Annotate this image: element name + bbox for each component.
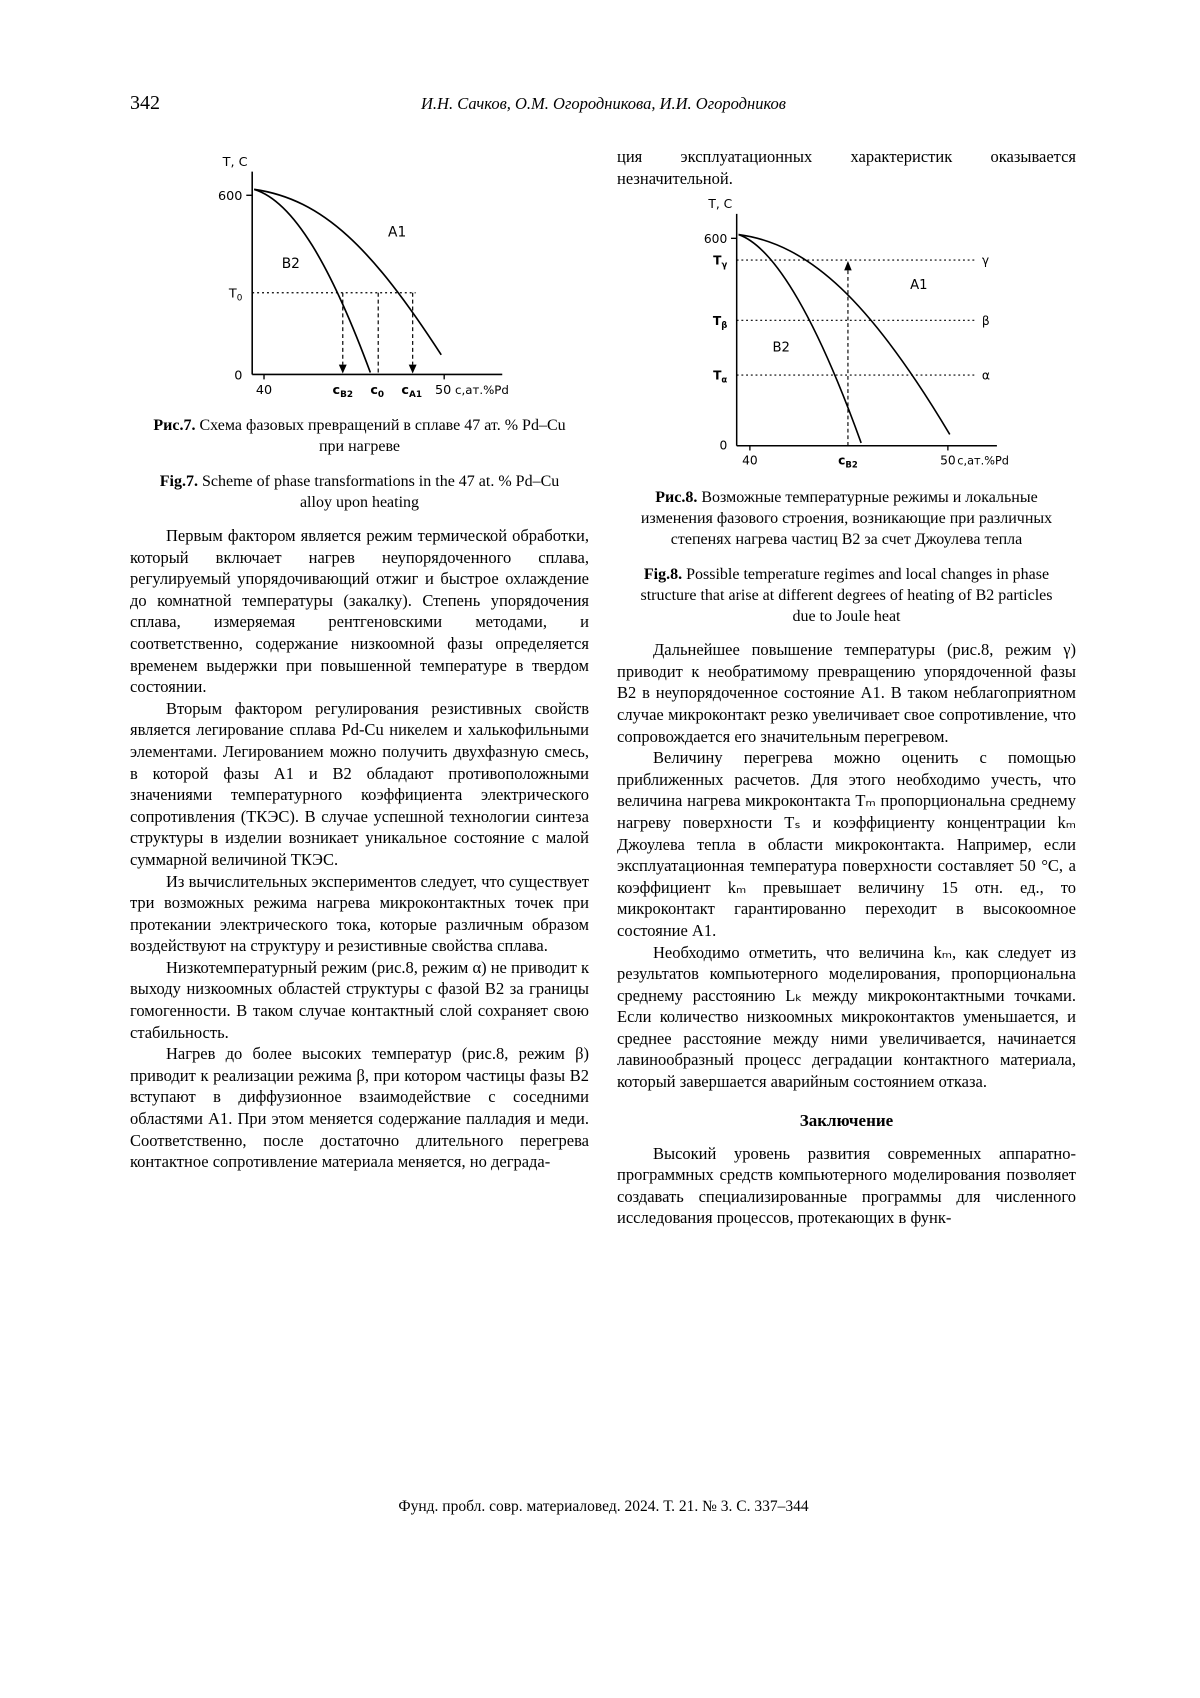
conclusion-heading: Заключение xyxy=(799,1110,894,1130)
paragraph-conclusion: Высокий уровень развития современных аппаратно-программных средств компьютерного моделирования позволяет создавать специализированные программы для численного исследования процессов, протекающих в функ- xyxy=(617,1143,1076,1228)
page-number: 342 xyxy=(130,92,160,114)
fig7-caption-ru-text: Схема фазовых превращений в сплаве 47 ат. % Pd–Cu при нагреве xyxy=(195,417,566,455)
fig8-caption-ru xyxy=(631,487,1062,550)
figure-7-plot xyxy=(195,150,525,404)
fig7-y-axis-title: T, C xyxy=(222,154,248,170)
fig7-label-t0: $T_0$ xyxy=(228,286,242,304)
fig7-curve-label-b2: B2 xyxy=(281,256,300,273)
left-column xyxy=(130,146,589,1229)
fig7-caption-en-label: Fig.7. xyxy=(159,473,198,490)
paragraph-experiments: Из вычислительных экспериментов следует, что существует три возможных режима нагрева микроконтактных точек при протекании электрического тока, которые различным образом воздействуют на структуру и резистивные свойства сплава. xyxy=(130,871,589,956)
fig7-label-40: 40 xyxy=(255,383,272,399)
paragraph-factor-1: Первым фактором является режим термической обработки, который включает нагрев неупорядоченного сплава, регулируемый упорядочивающий отжиг и быстрое охлаждение до комнатной температуры (закалку). Степень упорядочения сплава, измеряемая рентгеновскими методами, и соответственно, содержание низкоомной фазы определяется временем выдержки при повышенной температуре в твердом состоянии. xyxy=(130,526,589,697)
paragraph-overheat-estimate: Величину перегрева можно оценить с помощью приближенных расчетов. Для этого необходимо учесть, что величина нагрева микроконтакта Tₘ пропорциональна среднему нагреву поверхности Tₛ и коэффициенту концентрации kₘ Джоулева тепла в области микроконтакта. Например, если эксплуатационная температура поверхности составляет 50 °С, а коэффициент kₘ превышает величину 15 отн. ед., то микроконтакт гарантированно переходит в высокоомное состояние A1. xyxy=(617,748,1076,940)
fig7-label-50: 50 xyxy=(434,383,451,399)
fig8-label-talpha: $T_\alpha$ xyxy=(712,368,727,385)
fig8-label-600: 600 xyxy=(703,232,727,247)
fig8-line-label-gamma: γ xyxy=(981,253,989,268)
fig8-label-40: 40 xyxy=(741,453,758,468)
figure-8 xyxy=(617,193,1076,481)
fig8-line-label-beta: β xyxy=(981,314,990,329)
figure-7 xyxy=(130,150,589,409)
fig8-label-tgamma: $T_\gamma$ xyxy=(712,253,727,270)
two-column-layout xyxy=(130,146,1077,1229)
paragraph-regime-alpha: Низкотемпературный режим (рис.8, режим α) не приводит к выходу низкоомных областей структуры с фазой B2 за границы гомогенности. В таком случае контактный слой сохраняет свою стабильность. xyxy=(130,957,589,1042)
fig8-y-axis-title: T, C xyxy=(707,197,732,212)
fig7-curve-label-a1: A1 xyxy=(387,224,406,241)
fig8-caption-ru-label: Рис.8. xyxy=(655,489,698,507)
fig7-caption-ru xyxy=(144,415,575,457)
fig7-caption-ru-label: Рис.7. xyxy=(153,417,196,434)
fig7-label-600: 600 xyxy=(217,189,242,205)
right-column xyxy=(617,146,1076,1229)
fig8-label-cb2: $c_{B2}$ xyxy=(837,453,858,470)
fig8-curve-a1 xyxy=(738,235,949,435)
fig7-label-c0: $c_0$ xyxy=(369,383,384,401)
page-header xyxy=(130,92,1077,118)
fig8-label-origin: 0 xyxy=(718,438,727,453)
fig8-arrow-up xyxy=(844,261,852,270)
paragraph-regime-beta: Нагрев до более высоких температур (рис.8, режим β) приводит к реализации режима β, при котором частицы фазы B2 вступают в диффузионное взаимодействие с соседними областями A1. При этом меняется содержание палладия и меди. Соответственно, после достаточно длительного перегрева контактное сопротивление материала меняется, но деграда- xyxy=(130,1044,589,1172)
fig8-label-50: 50 xyxy=(939,453,956,468)
fig7-arrow-ca1 xyxy=(408,365,416,374)
fig7-curve-b2 xyxy=(254,189,370,372)
fig8-curve-b2 xyxy=(738,235,861,443)
figure-8-plot xyxy=(682,193,1012,476)
fig7-caption-en xyxy=(144,471,575,513)
paragraph-continuation: ция эксплуатационных характеристик оказывается незначительной. xyxy=(617,147,1076,188)
fig7-label-origin: 0 xyxy=(233,368,242,384)
fig8-curve-label-a1: A1 xyxy=(909,278,928,294)
paragraph-km-distance: Необходимо отметить, что величина kₘ, как следует из результатов компьютерного моделирования, пропорциональна среднему расстоянию Lₖ между микроконтактными точками. Если количество низкоомных микроконтактов уменьшается, и среднее расстояние между ними увеличивается, начинается лавинообразный процесс деградации контактного материала, который завершается аварийным состоянием отказа. xyxy=(617,942,1076,1092)
fig7-arrow-cb2 xyxy=(338,365,346,374)
paragraph-regime-gamma: Дальнейшее повышение температуры (рис.8, режим γ) приводит к необратимому превращению упорядоченной фазы B2 в неупорядоченное состояние A1. В таком неблагоприятном случае микроконтакт резко увеличивает свое сопротивление, что сопровождается его значительным перегревом. xyxy=(617,640,1076,746)
fig8-curve-label-b2: B2 xyxy=(772,340,790,356)
fig8-caption-en-text: Possible temperature regimes and local changes in phase structure that arise at different degrees of heating of B2 particles due to Joule heat xyxy=(640,566,1053,626)
fig8-x-axis-title: c,ат.%Pd xyxy=(956,454,1009,468)
fig8-caption-en-label: Fig.8. xyxy=(643,566,683,584)
fig7-x-axis-title: c,ат.%Pd xyxy=(454,383,509,398)
running-head-authors: И.Н. Сачков, О.М. Огородникова, И.И. Огородников xyxy=(421,94,786,113)
fig8-caption-en xyxy=(631,564,1062,627)
fig7-label-cb2: $c_{B2}$ xyxy=(332,383,353,401)
fig8-caption-ru-text: Возможные температурные режимы и локальные изменения фазового строения, возникающие при различных степенях нагрева частиц B2 за счет Джоулева тепла xyxy=(640,489,1053,549)
fig7-caption-en-text: Scheme of phase transformations in the 47 at. % Pd–Cu alloy upon heating xyxy=(197,473,560,511)
fig8-label-tbeta: $T_\beta$ xyxy=(712,314,727,331)
journal-footer: Фунд. пробл. совр. материаловед. 2024. Т. 21. № 3. С. 337–344 xyxy=(398,1498,809,1515)
fig7-label-ca1: $c_{A1}$ xyxy=(400,383,422,401)
fig8-line-label-alpha: α xyxy=(981,368,990,383)
paragraph-factor-2: Вторым фактором регулирования резистивных свойств является легирование сплава Pd-Cu никелем и халькофильными элементами. Легированием можно получить двухфазную смесь, в которой фазы A1 и B2 обладают противоположными значениями температурного коэффициента электрического сопротивления (ТКЭС). В случае успешной технологии синтеза структуры в изделии возникает уникальное состояние с малой суммарной величиной ТКЭС. xyxy=(130,698,589,869)
